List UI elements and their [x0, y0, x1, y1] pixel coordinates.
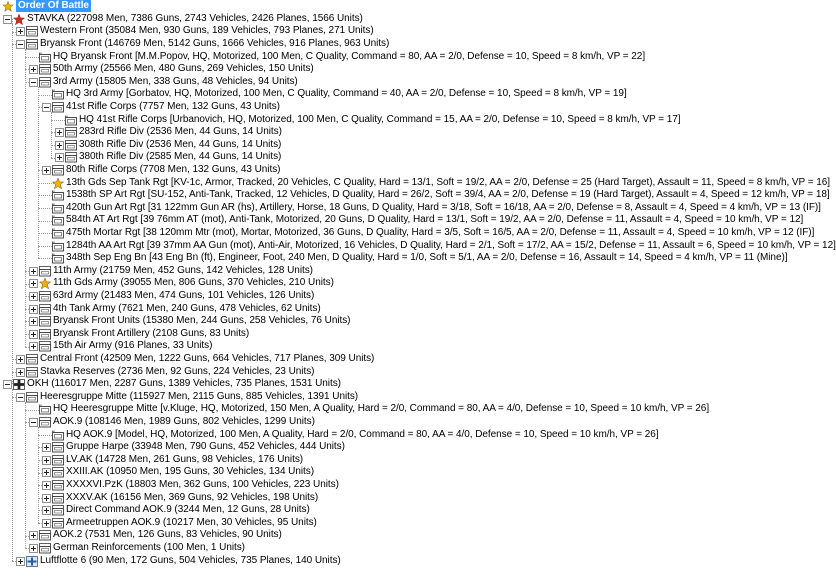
unit-icon	[39, 304, 51, 315]
collapse-toggle-icon[interactable]	[16, 40, 25, 49]
tree-node-label: HQ 3rd Army [Gorbatov, HQ, Motorized, 100 Men, C Quality, Command = 40, AA = 2/0, Defense = 10, Speed = 8 km/h, VP = 19]	[66, 88, 627, 100]
collapse-toggle-icon[interactable]	[42, 103, 51, 112]
star-gold-icon	[39, 278, 51, 289]
tree-node-label: 50th Army (25566 Men, 480 Guns, 269 Vehicles, 150 Units)	[53, 63, 314, 75]
expand-toggle-icon[interactable]	[42, 456, 51, 465]
tree-node-label: Luftflotte 6 (90 Men, 172 Guns, 504 Vehicles, 735 Planes, 140 Units)	[40, 554, 341, 566]
tree-node-label: Direct Command AOK.9 (3244 Men, 12 Guns, 28 Units)	[66, 504, 310, 516]
hq-icon	[39, 52, 51, 63]
tree-node-label: AOK.2 (7531 Men, 126 Guns, 83 Vehicles, 90 Units)	[53, 529, 282, 541]
unit-icon	[39, 266, 51, 277]
tree-node-label: German Reinforcements (100 Men, 1 Units)	[53, 541, 245, 553]
expand-toggle-icon[interactable]	[42, 468, 51, 477]
unit-icon	[39, 530, 51, 541]
unit-icon	[65, 140, 77, 151]
tree-node-label: Gruppe Harpe (33948 Men, 790 Guns, 452 Vehicles, 444 Units)	[66, 441, 345, 453]
hq-icon	[52, 215, 64, 226]
tree-node-label: HQ AOK.9 [Model, HQ, Motorized, 100 Men, A Quality, Hard = 2/0, Command = 80, AA = 4/0, Defense = 10, Speed = 10 km/h, VP = 26]	[66, 428, 659, 440]
expand-toggle-icon[interactable]	[42, 481, 51, 490]
tree-node-label: Western Front (35084 Men, 930 Guns, 189 Vehicles, 793 Planes, 271 Units)	[40, 25, 374, 37]
unit-icon	[52, 455, 64, 466]
unit-icon	[65, 127, 77, 138]
tree-node-label: Armeetruppen AOK.9 (10217 Men, 30 Vehicles, 95 Units)	[66, 516, 317, 528]
hq-icon	[52, 253, 64, 264]
tree-node-label: Bryansk Front Units (15380 Men, 244 Guns, 258 Vehicles, 76 Units)	[53, 315, 351, 327]
collapse-toggle-icon[interactable]	[3, 380, 12, 389]
tree-node-label: 11th Gds Army (39055 Men, 806 Guns, 370 Vehicles, 210 Units)	[53, 277, 334, 289]
hq-icon	[65, 115, 77, 126]
hq-icon	[52, 190, 64, 201]
tree-node-label: 63rd Army (21483 Men, 474 Guns, 101 Vehicles, 126 Units)	[53, 289, 315, 301]
unit-icon	[39, 77, 51, 88]
expand-toggle-icon[interactable]	[29, 342, 38, 351]
expand-toggle-icon[interactable]	[29, 544, 38, 553]
expand-toggle-icon[interactable]	[29, 531, 38, 540]
tree-root-label: Order Of Battle	[18, 0, 89, 11]
star-gold-icon	[2, 1, 14, 12]
luftwaffe-icon	[26, 556, 38, 567]
collapse-toggle-icon[interactable]	[3, 15, 12, 24]
tree-node-label: Heeresgruppe Mitte (115927 Men, 2115 Guns, 885 Vehicles, 1391 Units)	[40, 390, 359, 402]
unit-icon	[39, 417, 51, 428]
unit-icon	[52, 102, 64, 113]
expand-toggle-icon[interactable]	[16, 355, 25, 364]
tree-node-label: Bryansk Front Artillery (2108 Guns, 83 Units)	[53, 327, 250, 339]
expand-toggle-icon[interactable]	[29, 292, 38, 301]
expand-toggle-icon[interactable]	[16, 557, 25, 566]
tree-node-label: XXXV.AK (16156 Men, 369 Guns, 92 Vehicles, 198 Units)	[66, 491, 319, 503]
tree-node-label: 475th Mortar Rgt [38 120mm Mtr (mot), Mortar, Motorized, 36 Guns, D Quality, Hard = 3/5, Soft = 16/5, AA = 2/0, Defense = 11, Assault = 4, Speed = 10 km/h, VP = 12 (IF)]	[66, 226, 815, 238]
unit-icon	[52, 505, 64, 516]
tree-node-label: 1538th SP Art Rgt [SU-152, Anti-Tank, Tracked, 12 Vehicles, D Quality, Hard = 26/2, Soft = 39/4, AA = 2/0, Defense = 19 (Hard Target), Assault = 4, Speed = 12 km/h, VP = 18]	[66, 189, 830, 201]
tree-node-label: HQ 41st Rifle Corps [Urbanovich, HQ, Motorized, 100 Men, C Quality, Command = 15, AA = 2/0, Defense = 10, Speed = 8 km/h, VP = 17]	[79, 113, 681, 125]
tree-node-label: Central Front (42509 Men, 1222 Guns, 664 Vehicles, 717 Planes, 309 Units)	[40, 352, 375, 364]
tree-node-label: LV.AK (14728 Men, 261 Guns, 98 Vehicles, 176 Units)	[66, 453, 304, 465]
tree-node-label: 1284th AA Art Rgt [39 37mm AA Gun (mot), Anti-Air, Motorized, 16 Vehicles, D Quality, Hard = 2/1, Soft = 17/2, AA = 15/2, Defense = 11, Assault = 6, Speed = 10 km/h, VP = 12]	[66, 239, 836, 251]
tree-node-label: 584th AT Art Rgt [39 76mm AT (mot), Anti-Tank, Motorized, 20 Guns, D Quality, Hard = 13/1, Soft = 19/2, AA = 2/0, Defense = 11, Assault = 4, Speed = 10 km/h, VP = 12]	[66, 214, 804, 226]
tree-node-label: 41st Rifle Corps (7757 Men, 132 Guns, 43 Units)	[66, 100, 280, 112]
unit-icon	[26, 39, 38, 50]
collapse-toggle-icon[interactable]	[29, 418, 38, 427]
star-red-icon	[13, 14, 25, 25]
hq-icon	[52, 228, 64, 239]
tree-node-label: 15th Air Army (916 Planes, 33 Units)	[53, 340, 213, 352]
tree-connector	[25, 49, 26, 346]
unit-icon	[65, 152, 77, 163]
expand-toggle-icon[interactable]	[55, 153, 64, 162]
tree-node-label: 80th Rifle Corps (7708 Men, 132 Guns, 43 Units)	[66, 163, 281, 175]
tree-node-label: 283rd Rifle Div (2536 Men, 44 Guns, 14 Units)	[79, 126, 282, 138]
unit-icon	[52, 442, 64, 453]
tree-connector	[12, 19, 13, 384]
expand-toggle-icon[interactable]	[29, 317, 38, 326]
tree-node-label: XXIII.AK (10950 Men, 195 Guns, 30 Vehicles, 134 Units)	[66, 466, 314, 478]
expand-toggle-icon[interactable]	[29, 330, 38, 339]
expand-toggle-icon[interactable]	[29, 279, 38, 288]
unit-icon	[39, 316, 51, 327]
tree-node-label: STAVKA (227098 Men, 7386 Guns, 2743 Vehicles, 2426 Planes, 1566 Units)	[27, 12, 363, 24]
star-gold-icon	[52, 178, 64, 189]
expand-toggle-icon[interactable]	[29, 305, 38, 314]
unit-icon	[52, 467, 64, 478]
unit-icon	[26, 367, 38, 378]
tree-connector	[12, 389, 13, 560]
tree-node-label: 348th Sep Eng Bn [43 Eng Bn (ft), Engineer, Foot, 240 Men, D Quality, Hard = 1/0, Soft = 5/1, AA = 2/0, Defense = 16, Assault = 14, Speed = 4 km/h, VP = 11 (Mine)]	[66, 252, 788, 264]
unit-icon	[52, 493, 64, 504]
expand-toggle-icon[interactable]	[16, 27, 25, 36]
tree-node-label: XXXXVI.PzK (18803 Men, 362 Guns, 100 Vehicles, 223 Units)	[66, 478, 339, 490]
unit-icon	[26, 354, 38, 365]
hq-icon	[39, 404, 51, 415]
tree-node-label: 308th Rifle Div (2536 Men, 44 Guns, 14 Units)	[79, 138, 282, 150]
expand-toggle-icon[interactable]	[42, 519, 51, 528]
expand-toggle-icon[interactable]	[42, 443, 51, 452]
tree-connector	[38, 427, 39, 523]
expand-toggle-icon[interactable]	[55, 141, 64, 150]
expand-toggle-icon[interactable]	[42, 494, 51, 503]
unit-icon	[39, 291, 51, 302]
unit-icon	[52, 518, 64, 529]
tree-node-label: OKH (116017 Men, 2287 Guns, 1389 Vehicles, 735 Planes, 1531 Units)	[27, 378, 341, 390]
unit-icon	[39, 341, 51, 352]
collapse-toggle-icon[interactable]	[29, 78, 38, 87]
hq-icon	[52, 430, 64, 441]
tree-connector	[25, 402, 26, 548]
unit-icon	[39, 64, 51, 75]
hq-icon	[52, 241, 64, 252]
unit-icon	[26, 26, 38, 37]
expand-toggle-icon[interactable]	[29, 65, 38, 74]
tree-node-label: HQ Heeresgruppe Mitte [v.Kluge, HQ, Motorized, 150 Men, A Quality, Hard = 2/0, Command = 80, AA = 4/0, Defense = 10, Speed = 10 km/h, VP = 26]	[53, 403, 710, 415]
tree-node-label: 13th Gds Sep Tank Rgt [KV-1c, Armor, Tracked, 20 Vehicles, C Quality, Hard = 13/1, Soft = 19/2, AA = 2/0, Defense = 25 (Hard Target), Assault = 11, Speed = 8 km/h, VP = 16]	[66, 176, 830, 188]
expand-toggle-icon[interactable]	[55, 128, 64, 137]
iron-cross-icon	[13, 379, 25, 390]
hq-icon	[52, 203, 64, 214]
tree-node-label: AOK.9 (108146 Men, 1989 Guns, 802 Vehicles, 1299 Units)	[53, 415, 315, 427]
unit-icon	[52, 480, 64, 491]
expand-toggle-icon[interactable]	[16, 368, 25, 377]
expand-toggle-icon[interactable]	[42, 506, 51, 515]
tree-node-label: 380th Rifle Div (2585 Men, 44 Guns, 14 Units)	[79, 151, 282, 163]
tree-node-label: Bryansk Front (146769 Men, 5142 Guns, 1666 Vehicles, 916 Planes, 963 Units)	[40, 37, 390, 49]
unit-icon	[39, 543, 51, 554]
hq-icon	[52, 89, 64, 100]
tree-node-label: 11th Army (21759 Men, 452 Guns, 142 Vehicles, 128 Units)	[53, 264, 313, 276]
expand-toggle-icon[interactable]	[42, 166, 51, 175]
unit-icon	[52, 165, 64, 176]
unit-icon	[26, 392, 38, 403]
tree-node-label: HQ Bryansk Front [M.M.Popov, HQ, Motorized, 100 Men, C Quality, Command = 80, AA = 2/0, Defense = 10, Speed = 8 km/h, VP = 22]	[53, 50, 646, 62]
collapse-toggle-icon[interactable]	[16, 393, 25, 402]
tree-node-label: 420th Gun Art Rgt [31 122mm Gun AR (hs), Artillery, Horse, 18 Guns, D Quality, Hard = 3/18, Soft = 16/18, AA = 2/0, Defense = 8, Assault = 4, Speed = 4 km/h, VP = 13 (IF)]	[66, 201, 821, 213]
expand-toggle-icon[interactable]	[29, 267, 38, 276]
tree-node-label: 4th Tank Army (7621 Men, 240 Guns, 478 Vehicles, 62 Units)	[53, 302, 321, 314]
unit-icon	[39, 329, 51, 340]
tree-node-label: 3rd Army (15805 Men, 338 Guns, 48 Vehicles, 94 Units)	[53, 75, 298, 87]
tree-node-label: Stavka Reserves (2736 Men, 92 Guns, 224 Vehicles, 23 Units)	[40, 365, 315, 377]
